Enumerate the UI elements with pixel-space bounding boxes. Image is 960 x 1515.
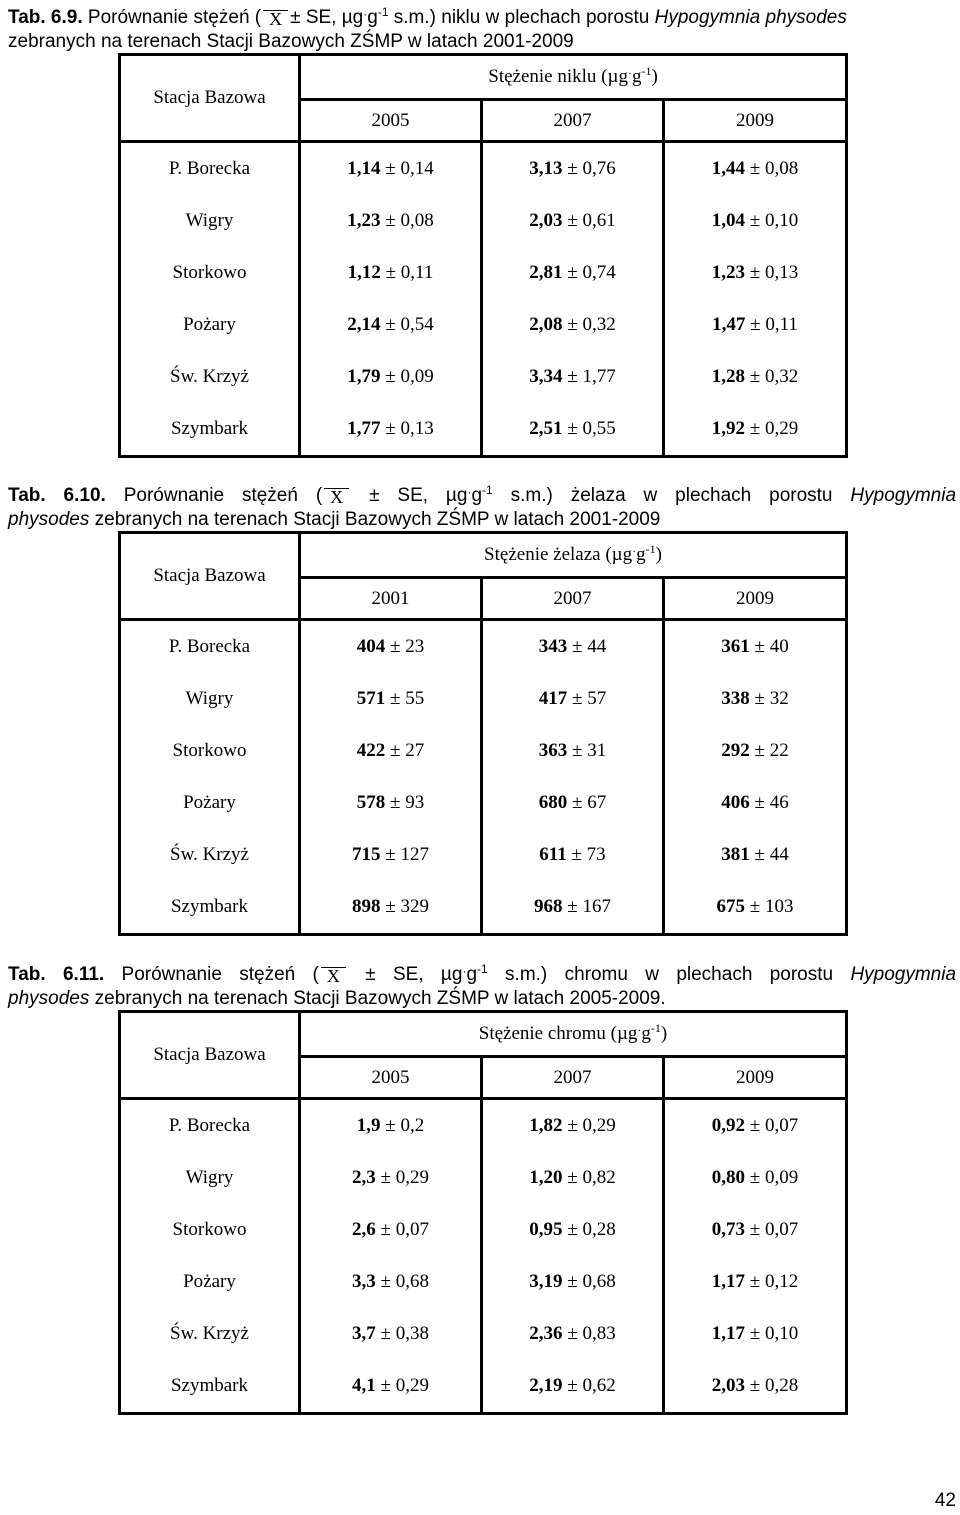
caption-text: Porównanie stężeń (	[87, 7, 262, 28]
data-table	[118, 531, 848, 936]
station-cell: Szymbark	[170, 896, 249, 917]
value-cell: 1,17 ± 0,10	[664, 1308, 847, 1360]
value-cell: 406 ± 46	[664, 777, 847, 829]
value-cell: 1,23 ± 0,13	[664, 247, 847, 299]
station-cell: Pożary	[183, 792, 236, 813]
value-cell: 0,95 ± 0,28	[482, 1204, 664, 1256]
column-header-station: Stacja Bazowa	[120, 55, 300, 142]
table-row	[120, 247, 847, 299]
value-cell: 1,28 ± 0,32	[664, 351, 847, 403]
caption-text: zebranych na terenach Stacji Bazowych ZŚMP w latach 2001-2009	[8, 31, 574, 52]
value-cell: 2,51 ± 0,55	[482, 403, 664, 457]
value-cell: 2,81 ± 0,74	[482, 247, 664, 299]
species-name: physodes	[8, 509, 90, 530]
value-cell: 2,03 ± 0,28	[664, 1360, 847, 1414]
value-cell: 2,3 ± 0,29	[300, 1152, 482, 1204]
value-cell: 1,92 ± 0,29	[664, 403, 847, 457]
station-cell: Św. Krzyż	[170, 844, 249, 865]
value-cell: 968 ± 167	[482, 881, 664, 935]
column-header-year: 2009	[664, 100, 847, 142]
station-cell: Pożary	[183, 314, 236, 335]
table-row	[120, 881, 847, 935]
column-group-header: Stężenie żelaza $(\mu g^\cdot g^{-1})$	[300, 533, 847, 578]
value-cell: 1,47 ± 0,11	[664, 299, 847, 351]
value-cell: 1,14 ± 0,14	[300, 142, 482, 196]
station-cell: P. Borecka	[168, 1115, 251, 1136]
value-cell: 3,34 ± 1,77	[482, 351, 664, 403]
caption-text: g	[471, 485, 483, 506]
column-header-year: 2009	[664, 578, 847, 620]
column-header-year: 2007	[482, 100, 664, 142]
value-cell: 3,3 ± 0,68	[300, 1256, 482, 1308]
column-header-year: 2007	[482, 1057, 664, 1099]
station-cell: Storkowo	[172, 1219, 247, 1240]
value-cell: 1,9 ± 0,2	[300, 1099, 482, 1153]
value-cell: 1,82 ± 0,29	[482, 1099, 664, 1153]
species-name: Hypogymnia	[850, 485, 957, 506]
table-label: Tab. 6.9.	[8, 7, 83, 28]
table-row	[120, 1152, 847, 1204]
table-caption: Tab. 6.11. Porównanie stężeń ( X ± SE, $\mu g^\cdot g^{-1}$ s.m.) chromu w plechach porostu Hypogymnia physodes zebranych na terenach Stacji Bazowych ZŚMP w latach 2005-2009.	[8, 962, 957, 1009]
mean-symbol: X	[324, 488, 349, 505]
caption-text: zebranych na terenach Stacji Bazowych ZŚMP w latach 2005-2009.	[94, 988, 666, 1009]
value-cell: 611 ± 73	[482, 829, 664, 881]
column-header-year: 2005	[300, 100, 482, 142]
value-cell: 1,20 ± 0,82	[482, 1152, 664, 1204]
table-row	[120, 403, 847, 457]
station-cell: Św. Krzyż	[170, 1323, 249, 1344]
table-caption: Tab. 6.9. Porównanie stężeń ( X ± SE, $\mu g^\cdot g^{-1}$ s.m.) niklu w plechach porostu Hypogymnia physodes zebranych na terenach Stacji Bazowych ZŚMP w latach 2001-2009	[8, 5, 847, 52]
species-name: physodes	[8, 988, 90, 1009]
value-cell: 1,79 ± 0,09	[300, 351, 482, 403]
value-cell: 898 ± 329	[300, 881, 482, 935]
value-cell: 404 ± 23	[300, 620, 482, 674]
value-cell: 338 ± 32	[664, 673, 847, 725]
station-cell: Storkowo	[172, 740, 247, 761]
value-cell: 363 ± 31	[482, 725, 664, 777]
value-cell: 417 ± 57	[482, 673, 664, 725]
value-cell: 1,12 ± 0,11	[300, 247, 482, 299]
caption-sup: -1	[482, 483, 493, 497]
value-cell: 1,04 ± 0,10	[664, 195, 847, 247]
value-cell: 0,80 ± 0,09	[664, 1152, 847, 1204]
value-cell: 292 ± 22	[664, 725, 847, 777]
table-label: Tab. 6.11.	[8, 964, 105, 985]
value-cell: 2,19 ± 0,62	[482, 1360, 664, 1414]
value-cell: 2,08 ± 0,32	[482, 299, 664, 351]
species-name: Hypogymnia	[850, 964, 957, 985]
table-row	[120, 1360, 847, 1414]
station-cell: P. Borecka	[168, 636, 251, 657]
value-cell: 1,17 ± 0,12	[664, 1256, 847, 1308]
value-cell: 3,19 ± 0,68	[482, 1256, 664, 1308]
station-cell: Św. Krzyż	[170, 366, 249, 387]
value-cell: 1,23 ± 0,08	[300, 195, 482, 247]
station-cell: P. Borecka	[168, 158, 251, 179]
caption-text: g	[367, 7, 378, 28]
caption-sup: -1	[477, 962, 488, 976]
caption-sup: -1	[377, 5, 389, 19]
table-row	[120, 1308, 847, 1360]
value-cell: 0,92 ± 0,07	[664, 1099, 847, 1153]
caption-text: g	[466, 964, 478, 985]
caption-text: Porównanie stężeń (	[121, 964, 319, 985]
column-header-station: Stacja Bazowa	[120, 533, 300, 620]
caption-text: s.m.) żelaza w plechach porostu	[510, 485, 833, 506]
value-cell: 715 ± 127	[300, 829, 482, 881]
species-name: Hypogymnia physodes	[654, 7, 847, 28]
mean-symbol: X	[321, 967, 346, 984]
column-header-year: 2005	[300, 1057, 482, 1099]
column-header-year: 2009	[664, 1057, 847, 1099]
column-header-year: 2007	[482, 578, 664, 620]
value-cell: 4,1 ± 0,29	[300, 1360, 482, 1414]
table-label: Tab. 6.10.	[8, 485, 106, 506]
station-cell: Wigry	[185, 1167, 234, 1188]
table-row	[120, 725, 847, 777]
value-cell: 2,14 ± 0,54	[300, 299, 482, 351]
column-header-year: 2001	[300, 578, 482, 620]
value-cell: 680 ± 67	[482, 777, 664, 829]
table-row	[120, 142, 847, 196]
column-group-header: Stężenie chromu $(\mu g^\cdot g^{-1})$	[300, 1012, 847, 1057]
table-row	[120, 1204, 847, 1256]
caption-text: Porównanie stężeń (	[123, 485, 323, 506]
table-caption: Tab. 6.10. Porównanie stężeń ( X ± SE, $\mu g^\cdot g^{-1}$ s.m.) żelaza w plechach porostu Hypogymnia physodes zebranych na terenach Stacji Bazowych ZŚMP w latach 2001-2009	[8, 483, 957, 530]
table-row	[120, 1256, 847, 1308]
table-row	[120, 299, 847, 351]
table-row	[120, 777, 847, 829]
value-cell: 422 ± 27	[300, 725, 482, 777]
value-cell: 571 ± 55	[300, 673, 482, 725]
value-cell: 0,73 ± 0,07	[664, 1204, 847, 1256]
station-cell: Szymbark	[170, 418, 249, 439]
value-cell: 2,6 ± 0,07	[300, 1204, 482, 1256]
table-row	[120, 351, 847, 403]
table-row	[120, 1099, 847, 1153]
station-cell: Szymbark	[170, 1375, 249, 1396]
table-row	[120, 620, 847, 674]
caption-text: s.m.) chromu w plechach porostu	[505, 964, 834, 985]
caption-text: ± SE, µg	[290, 7, 364, 28]
value-cell: 1,77 ± 0,13	[300, 403, 482, 457]
value-cell: 578 ± 93	[300, 777, 482, 829]
station-cell: Wigry	[185, 210, 234, 231]
value-cell: 675 ± 103	[664, 881, 847, 935]
value-cell: 2,03 ± 0,61	[482, 195, 664, 247]
value-cell: 3,13 ± 0,76	[482, 142, 664, 196]
data-table	[118, 1010, 848, 1415]
column-header-station: Stacja Bazowa	[120, 1012, 300, 1099]
caption-text: zebranych na terenach Stacji Bazowych ZŚMP w latach 2001-2009	[94, 509, 661, 530]
value-cell: 343 ± 44	[482, 620, 664, 674]
data-table	[118, 53, 848, 458]
station-cell: Wigry	[185, 688, 234, 709]
caption-text: ± SE, µg	[365, 964, 463, 985]
value-cell: 361 ± 40	[664, 620, 847, 674]
mean-symbol: X	[263, 10, 288, 27]
table-row	[120, 195, 847, 247]
caption-text: s.m.) niklu w plechach porostu	[393, 7, 650, 28]
value-cell: 1,44 ± 0,08	[664, 142, 847, 196]
station-cell: Storkowo	[172, 262, 247, 283]
page-number: 42	[934, 1490, 956, 1511]
caption-text: ± SE, µg	[369, 485, 468, 506]
value-cell: 2,36 ± 0,83	[482, 1308, 664, 1360]
value-cell: 381 ± 44	[664, 829, 847, 881]
table-row	[120, 673, 847, 725]
station-cell: Pożary	[183, 1271, 236, 1292]
table-row	[120, 829, 847, 881]
column-group-header: Stężenie niklu $(\mu g^\cdot g^{-1})$	[300, 55, 847, 100]
value-cell: 3,7 ± 0,38	[300, 1308, 482, 1360]
